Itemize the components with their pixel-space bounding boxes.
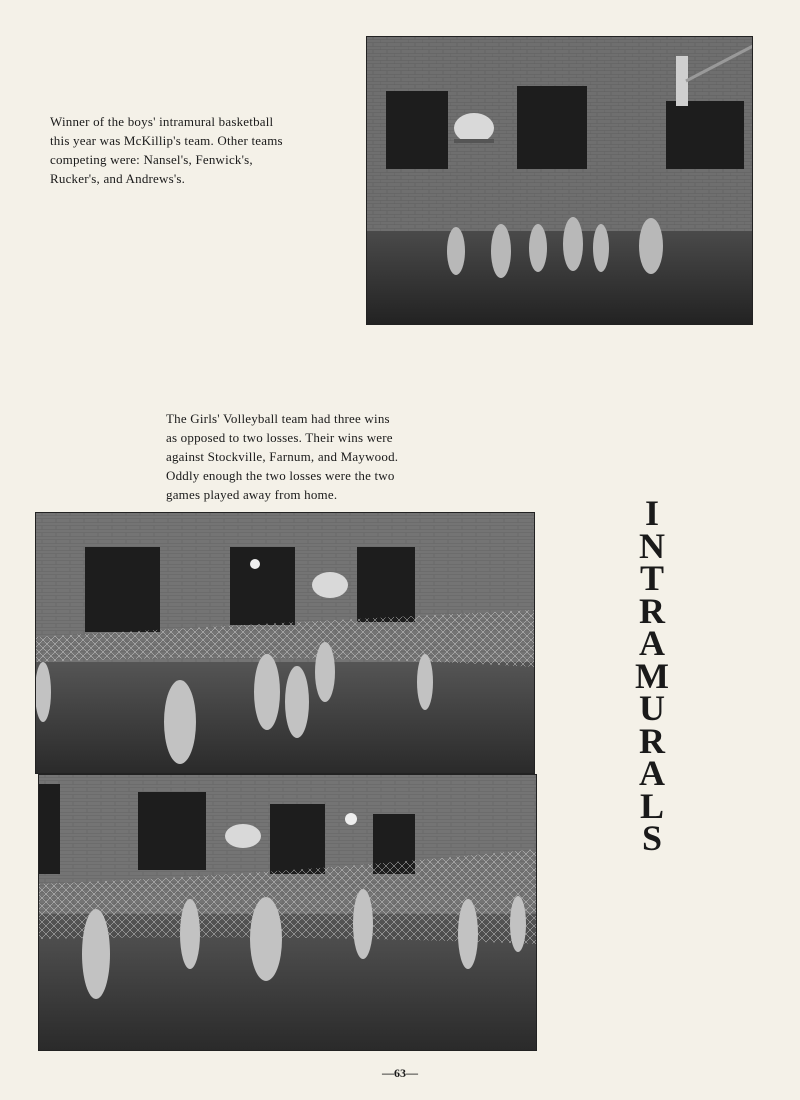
basketball-caption [50, 112, 350, 188]
volleyball-photo-top [35, 512, 535, 774]
title-letter: M [635, 655, 669, 696]
basketball-photo-graphic [366, 36, 753, 325]
volleyball-photo-bottom-graphic [38, 774, 537, 1051]
caption-line: Rucker's, and Andrews's. [50, 171, 186, 186]
title-letter: U [639, 688, 665, 728]
title-letter: L [639, 785, 664, 826]
intramurals-vertical-title [624, 493, 680, 858]
title-letter: N [639, 525, 665, 566]
basketball-photo [366, 36, 753, 325]
volleyball-photo-top-graphic [35, 512, 535, 774]
title-letter: R [639, 720, 665, 761]
caption-line: games played away from home. [166, 487, 338, 502]
volleyball-caption [166, 409, 466, 504]
volleyball-photo-bottom [38, 774, 537, 1051]
title-letter: A [639, 753, 665, 793]
title-letter: S [641, 818, 663, 858]
title-letter: I [644, 493, 659, 533]
caption-line: as opposed to two losses. Their wins were [166, 430, 393, 445]
title-letter: R [639, 590, 665, 631]
caption-line: The Girls' Volleyball team had three wins [166, 411, 390, 426]
caption-line: competing were: Nansel's, Fenwick's, [50, 152, 253, 167]
caption-line: this year was McKillip's team. Other teams [50, 133, 283, 148]
title-letter: T [639, 558, 664, 598]
page-number: —63— [382, 1066, 418, 1080]
caption-line: Oddly enough the two losses were the two [166, 468, 395, 483]
caption-line: Winner of the boys' intramural basketball [50, 114, 274, 129]
title-letter: A [639, 623, 665, 663]
caption-line: against Stockville, Farnum, and Maywood. [166, 449, 399, 464]
